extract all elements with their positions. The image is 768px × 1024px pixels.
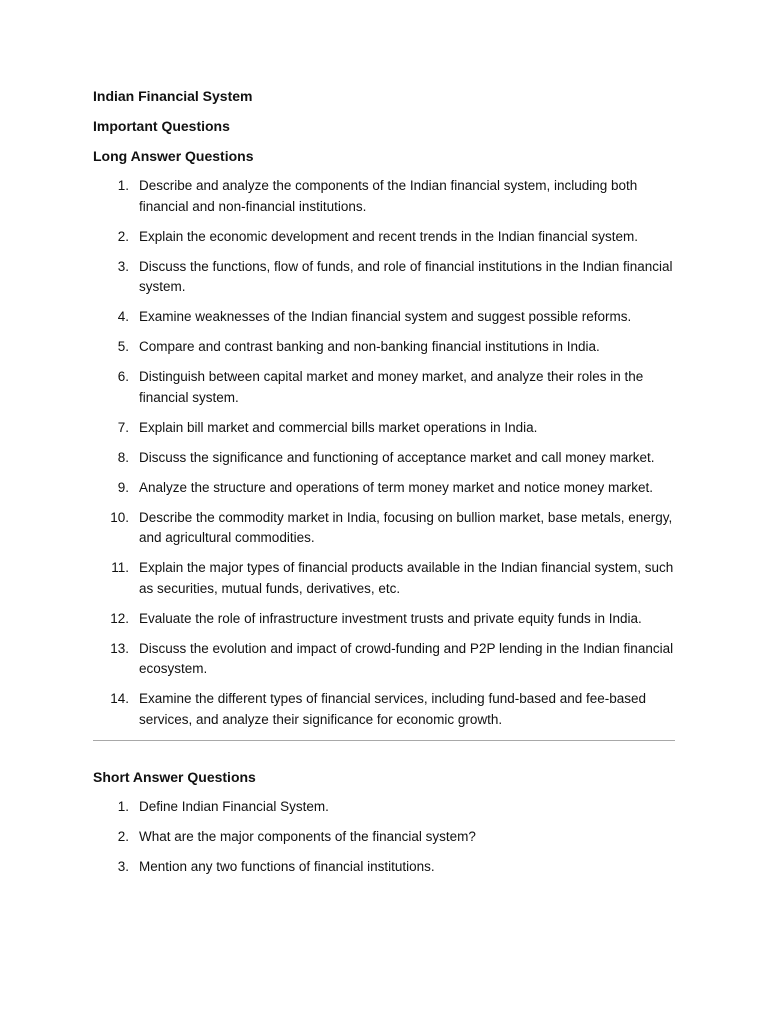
question-text: Explain bill market and commercial bills market operations in India. [139, 419, 538, 435]
item-number: 2. [117, 828, 129, 844]
item-number: 14. [110, 691, 129, 706]
list-item [93, 478, 675, 499]
list-item [93, 689, 675, 730]
document-title: Indian Financial System [93, 88, 253, 104]
question-text: Examine the different types of financial services, including fund-based and fee-based services, and analyze their significance for economic growth. [139, 691, 647, 727]
item-number: 11. [111, 560, 129, 575]
list-item [93, 337, 675, 358]
list-item [93, 508, 675, 549]
question-text: Explain the economic development and recent trends in the Indian financial system. [139, 228, 639, 244]
question-text: Analyze the structure and operations of term money market and notice money market. [139, 479, 654, 495]
question-text: Describe and analyze the components of the Indian financial system, including both financial and non-financial institutions. [139, 178, 638, 214]
question-text: Discuss the functions, flow of funds, and role of financial institutions in the Indian financial system. [139, 258, 673, 294]
item-number: 3. [117, 858, 129, 874]
question-text: What are the major components of the financial system? [139, 828, 476, 844]
list-item [93, 857, 675, 878]
list-item [93, 797, 675, 818]
short-answer-list [93, 797, 675, 878]
list-item [93, 639, 675, 680]
list-item [93, 307, 675, 328]
item-number: 6. [117, 369, 129, 384]
question-text: Discuss the evolution and impact of crowd-funding and P2P lending in the Indian financial ecosystem. [139, 640, 674, 676]
long-answer-heading: Long Answer Questions [93, 148, 254, 164]
question-text: Discuss the significance and functioning of acceptance market and call money market. [139, 449, 655, 465]
question-text: Define Indian Financial System. [139, 798, 329, 814]
question-text: Describe the commodity market in India, focusing on bullion market, base metals, energy, and agricultural commodities. [139, 509, 673, 545]
list-item [93, 418, 675, 439]
item-number: 2. [117, 228, 129, 244]
short-answer-heading: Short Answer Questions [93, 768, 256, 785]
item-number: 9. [117, 479, 129, 495]
list-item [93, 367, 675, 408]
question-text: Examine weaknesses of the Indian financial system and suggest possible reforms. [139, 309, 632, 324]
question-text: Compare and contrast banking and non-banking financial institutions in India. [139, 339, 600, 354]
list-item [93, 227, 675, 248]
item-number: 8. [117, 449, 129, 465]
question-text: Explain the major types of financial products available in the Indian financial system, such as securities, mutual funds, derivatives, etc. [139, 560, 674, 596]
item-number: 3. [117, 258, 129, 274]
item-number: 1. [117, 798, 129, 814]
item-number: 10. [110, 509, 129, 525]
item-number: 4. [117, 309, 129, 324]
item-number: 1. [117, 178, 129, 193]
list-item [93, 176, 675, 217]
document-page [93, 86, 675, 887]
list-item [93, 558, 675, 599]
list-item [93, 609, 675, 630]
list-item [93, 448, 675, 469]
question-text: Evaluate the role of infrastructure investment trusts and private equity funds in India. [139, 610, 642, 626]
item-number: 5. [117, 339, 129, 354]
question-text: Mention any two functions of financial institutions. [139, 858, 435, 874]
question-text: Distinguish between capital market and money market, and analyze their roles in the financial system. [139, 369, 644, 405]
item-number: 13. [110, 640, 129, 656]
list-item [93, 827, 675, 848]
item-number: 7. [117, 419, 129, 435]
section-divider [93, 740, 675, 741]
item-number: 12. [110, 610, 129, 626]
document-subtitle: Important Questions [93, 118, 230, 134]
long-answer-list [93, 176, 675, 730]
list-item [93, 257, 675, 298]
